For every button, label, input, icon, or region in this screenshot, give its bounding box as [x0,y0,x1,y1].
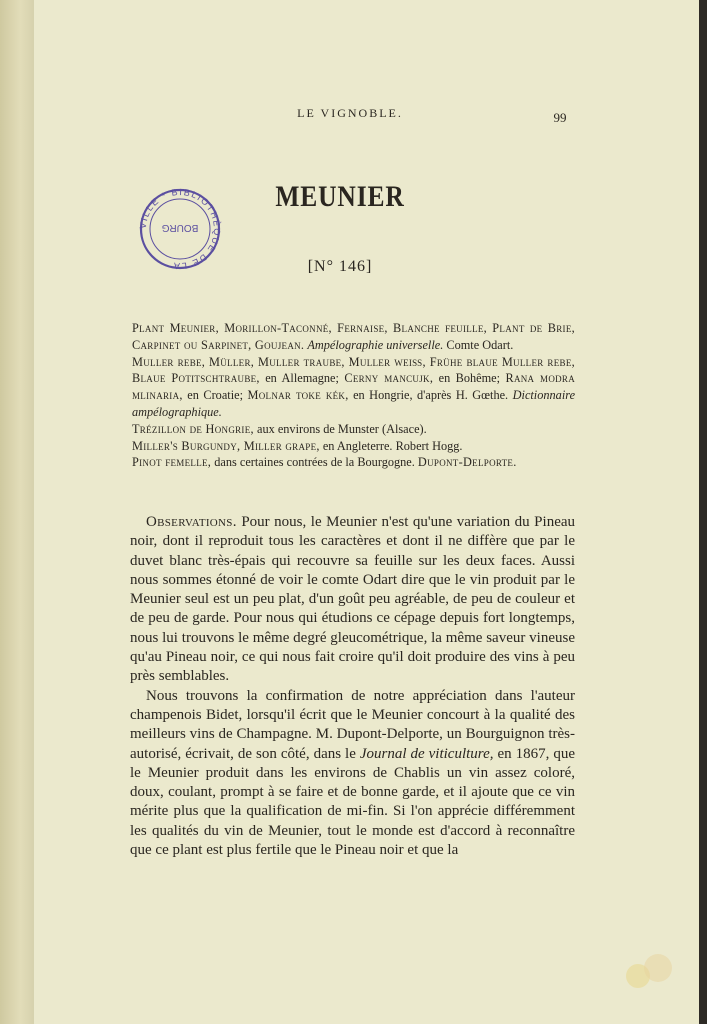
catalog-number: [N° 146] [307,258,373,275]
observations-text [130,513,575,860]
page-number: 99 [553,110,567,125]
paragraph: Observations. Pour nous, le Meunier n'est qu'une variation du Pineau noir, dont il reproduit tous les caractères et dont il ne diffère que par le duvet blanc très-épais qui recouvre sa feuille sur les deux faces. Aussi nous sommes étonné de voir le comte Odart dire que le vin produit par le Meunier seul est un peu plat, d'un goût peu agréable, de peu de couleur et de peu de garde. Pour nous qui étudions ce cépage depuis fort longtemps, nous lui trouvons le même degré gleucométrique, la même saveur vineuse qu'au Pineau noir, ce qui nous fait croire qu'il doit produire des vins à peu près semblables. [130,514,576,685]
svg-text:BOURG: BOURG [161,222,199,233]
synonyms-block [132,320,575,471]
synonym-entry: Trézillon de Hongrie, aux environs de Munster (Alsace). [132,421,427,436]
synonym-entry: Pinot femelle, dans certaines contrées de la Bourgogne. Dupont-Delporte. [132,455,517,470]
paragraph: Nous trouvons la confirmation de notre appréciation dans l'auteur champenois Bidet, lorsqu'il écrit que le Meunier concourt à la qualité des meilleurs vins de Champagne. M. Dupont-Delporte, un Bourguignon très-autorisé, écrivait, de son côté, dans le Journal de viticulture, en 1867, que le Meunier produit dans les environs de Chablis un vin assez coloré, doux, coulant, prompt à se faire et de bonne garde, et il ajoute que ce vin mérite plus que la qualification de mi-fin. Si l'on apprécie différemment les qualités du vin de Meunier, tout le monde est d'accord à reconnaître que ce plant est plus fertile que le Pineau noir et que la [130,687,575,859]
watermark-logo [612,940,684,1000]
svg-text:VILLE * BIBLIOTHÈQUE DE LA: VILLE * BIBLIOTHÈQUE DE LA [138,187,222,271]
synonym-entry: Plant Meunier, Morillon-Taconné, Fernaise, Blanche feuille, Plant de Brie, Carpinet ou Sarpinet, Goujean. Ampélographie universelle. Comte Odart. [132,321,575,352]
book-page [34,0,707,1024]
synonym-entry: Miller's Burgundy, Miller grape, en Angleterre. Robert Hogg. [132,438,463,453]
running-head: LE VIGNOBLE. [297,106,403,120]
book-spine-gutter [0,0,35,1024]
library-stamp [138,187,222,271]
page-title: MEUNIER [275,180,405,213]
page-edge-shadow [699,0,707,1024]
synonym-entry: Muller rebe, Müller, Muller traube, Muller weiß, Frühe blaue Muller rebe, Blaue Potitschtraube, en Allemagne; Cerny mancujk, en Bohême; Rana modra mlinaria, en Croatie; Molnar toke kék, en Hongrie, d'après H. Gœthe. Dictionnaire ampélographique. [132,354,576,419]
